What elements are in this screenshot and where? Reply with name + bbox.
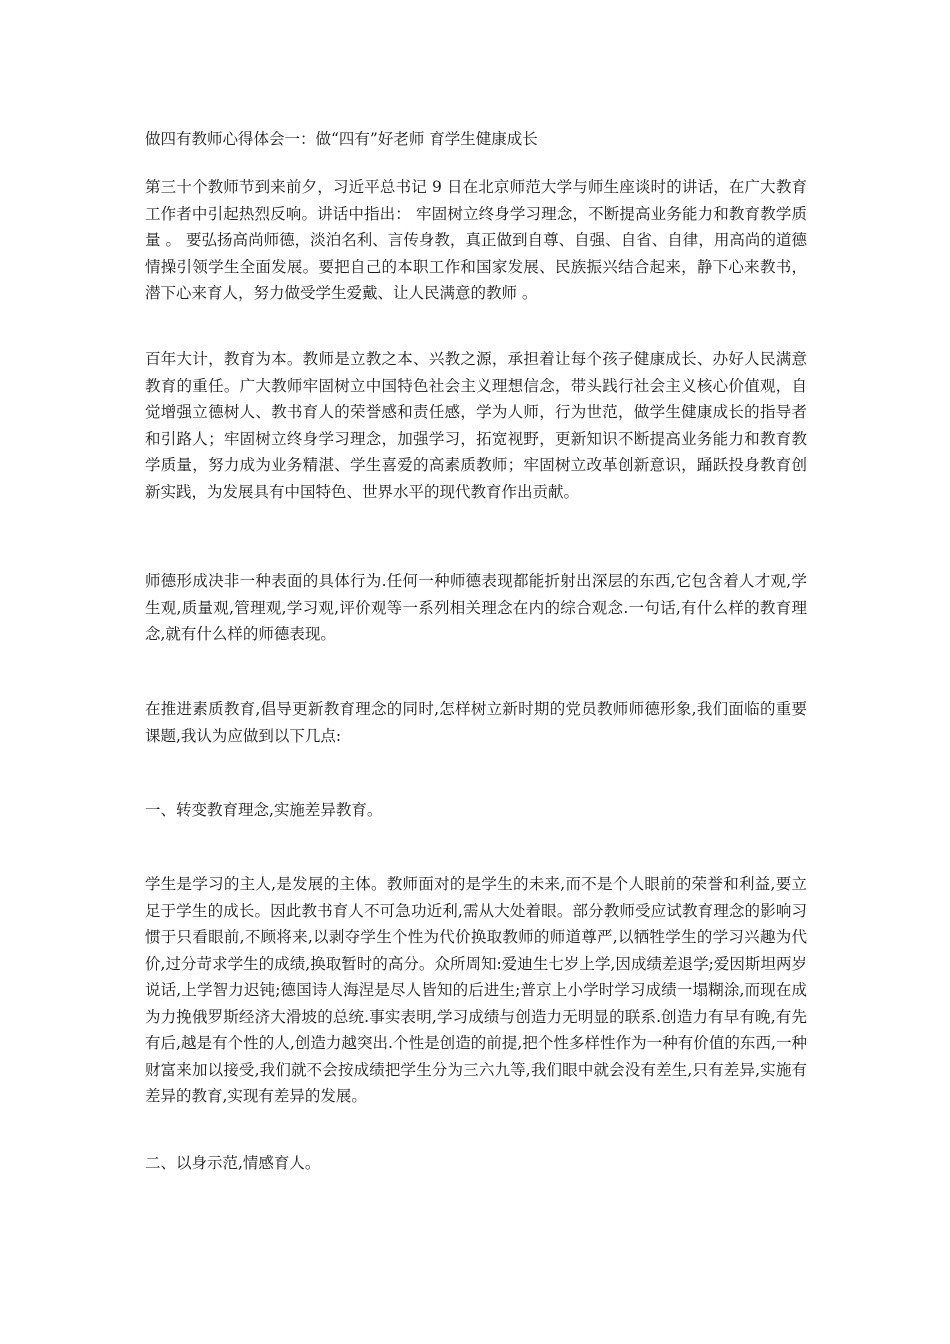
document-title: 做四有教师心得体会一：做“四有”好老师 育学生健康成长 [145,130,538,148]
paragraph-teachers-day-speech: 第三十个教师节到来前夕，习近平总书记 9 日在北京师范大学与师生座谈时的讲话，在广大教育工作者中引起热烈反响。讲话中指出： 牢固树立终身学习理念，不断提高业务能力和教育教学质量 。 要弘扬高尚师德，淡泊名利、言传身教，真正做到自尊、自强、自省、自律，用高尚的道德情操引领学生全面发展。要把自己的本职工作和国家发展、民族振兴结合起来，静下心来教书，潜下心来育人，努力做受学生爱戴、让人民满意的教师 。 [145,178,807,302]
paragraph-education-foundation: 百年大计，教育为本。教师是立教之本、兴教之源，承担着让每个孩子健康成长、办好人民满意教育的重任。广大教师牢固树立中国特色社会主义理想信念，带头践行社会主义核心价值观，自觉增强立德树人、教书育人的荣誉感和责任感，学为人师，行为世范，做学生健康成长的指导者和引路人；牢固树立终身学习理念，加强学习，拓宽视野，更新知识不断提高业务能力和教育教学质量，努力成为业务精湛、学生喜爱的高素质教师；牢固树立改革创新意识，踊跃投身教育创新实践，为发展具有中国特色、世界水平的现代教育作出贡献。 [145,350,807,501]
section-heading-2: 二、以身示范,情感育人。 [145,1154,321,1172]
paragraph-teacher-ethics: 师德形成决非一种表面的具体行为.任何一种师德表现都能折射出深层的东西,它包含着人才观,学生观,质量观,管理观,学习观,评价观等一系列相关理念在内的综合观念.一句话,有什么样的教育理念,就有什么样的师德表现。 [145,572,807,643]
section-heading-1: 一、转变教育理念,实施差异教育。 [145,801,383,819]
paragraph-student-differences: 学生是学习的主人,是发展的主体。教师面对的是学生的未来,而不是个人眼前的荣誉和利益,要立足于学生的成长。因此教书育人不可急功近利,需从大处着眼。部分教师受应试教育理念的影响习惯于只看眼前,不顾将来,以剥夺学生个性为代价换取教师的师道尊严,以牺牲学生的学习兴趣为代价,过分苛求学生的成绩,换取暂时的高分。众所周知:爱迪生七岁上学,因成绩差退学;爱因斯坦两岁说话,上学智力迟钝;德国诗人海涅是尽人皆知的后进生;普京上小学时学习成绩一塌糊涂,而现在成为力挽俄罗斯经济大滑坡的总统.事实表明,学习成绩与创造力无明显的联系.创造力有早有晚,有先有后,越是有个性的人,创造力越突出.个性是创造的前提,把个性多样性作为一种有价值的东西,一种财富来加以接受,我们就不会按成绩把学生分为三六九等,我们眼中就会没有差生,只有差异,实施有差异的教育,实现有差异的发展。 [145,875,807,1105]
paragraph-quality-education: 在推进素质教育,倡导更新教育理念的同时,怎样树立新时期的党员教师师德形象,我们面临的重要课题,我认为应做到以下几点: [145,700,807,745]
